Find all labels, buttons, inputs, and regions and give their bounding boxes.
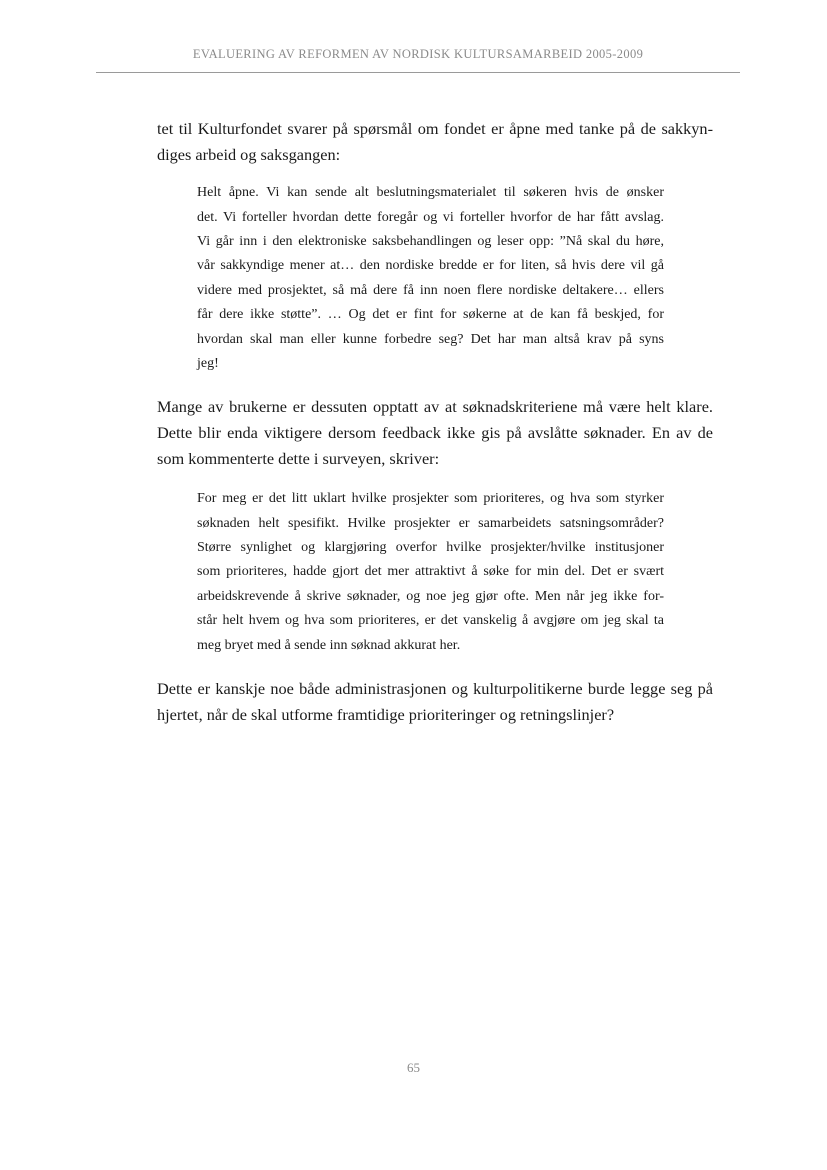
- block-quote-2: [157, 487, 664, 658]
- text-line: Dette blir enda viktigere dersom feedback ikke gis på avslåtte søknader. En av de: [157, 423, 713, 443]
- body-paragraph-1: [157, 116, 713, 167]
- text-line: diges arbeid og saksgangen:: [157, 144, 341, 164]
- quote-line: videre med prosjektet, så må dere få inn noen flere nordiske deltakere… ellers: [197, 282, 664, 298]
- quote-line: som prioriteres, hadde gjort det mer attraktivt å søke for min del. Det er svært: [197, 564, 664, 580]
- quote-line: Helt åpne. Vi kan sende alt beslutningsmaterialet til søkeren hvis de ønsker: [197, 185, 664, 201]
- quote-line: det. Vi forteller hvordan dette foregår og vi forteller hvorfor de har fått avslag.: [197, 209, 664, 225]
- text-line: som kommenterte dette i surveyen, skriver:: [157, 448, 440, 468]
- header-divider: [96, 72, 740, 73]
- text-line: hjertet, når de skal utforme framtidige prioriteringer og retningslinjer?: [157, 704, 615, 724]
- running-header: EVALUERING AV REFORMEN AV NORDISK KULTURSAMARBEID 2005-2009: [192, 47, 644, 61]
- body-paragraph-2: [157, 394, 713, 471]
- quote-line: står helt hvem og hva som prioriteres, er det vanskelig å avgjøre om jeg skal ta: [197, 613, 664, 629]
- body-paragraph-3: [157, 676, 713, 727]
- quote-line: får dere ikke støtte”. … Og det er fint for søkerne at de kan få beskjed, for: [197, 307, 664, 323]
- quote-line: Større synlighet og klargjøring overfor hvilke prosjekter/hvilke institusjoner: [197, 540, 664, 556]
- quote-line: søknaden helt spesifikt. Hvilke prosjekter er samarbeidets satsningsområder?: [197, 515, 664, 531]
- text-line: tet til Kulturfondet svarer på spørsmål om fondet er åpne med tanke på de sakkyn-: [157, 119, 713, 138]
- quote-line: arbeidskrevende å skrive søknader, og noe jeg gjør ofte. Men når jeg ikke for-: [197, 588, 664, 604]
- quote-line: For meg er det litt uklart hvilke prosjekter som prioriteres, og hva som styrker: [197, 491, 664, 507]
- block-quote-1: [157, 181, 664, 376]
- quote-line: vår sakkyndige mener at… den nordiske bredde er for liten, så hvis dere vil gå: [197, 258, 664, 274]
- text-line: Mange av brukerne er dessuten opptatt av at søknadskriteriene må være helt klare.: [157, 397, 713, 417]
- page-content: [157, 116, 713, 727]
- quote-line: jeg!: [197, 356, 219, 372]
- quote-line: hvordan skal man eller kunne forbedre seg? Det har man altså krav på syns: [197, 331, 664, 347]
- text-line: Dette er kanskje noe både administrasjonen og kulturpolitikerne burde legge seg på: [157, 679, 713, 699]
- page-number: 65: [407, 1060, 420, 1075]
- quote-line: meg bryet med å sende inn søknad akkurat her.: [197, 637, 461, 653]
- quote-line: Vi går inn i den elektroniske saksbehandlingen og leser opp: ”Nå skal du høre,: [197, 234, 664, 249]
